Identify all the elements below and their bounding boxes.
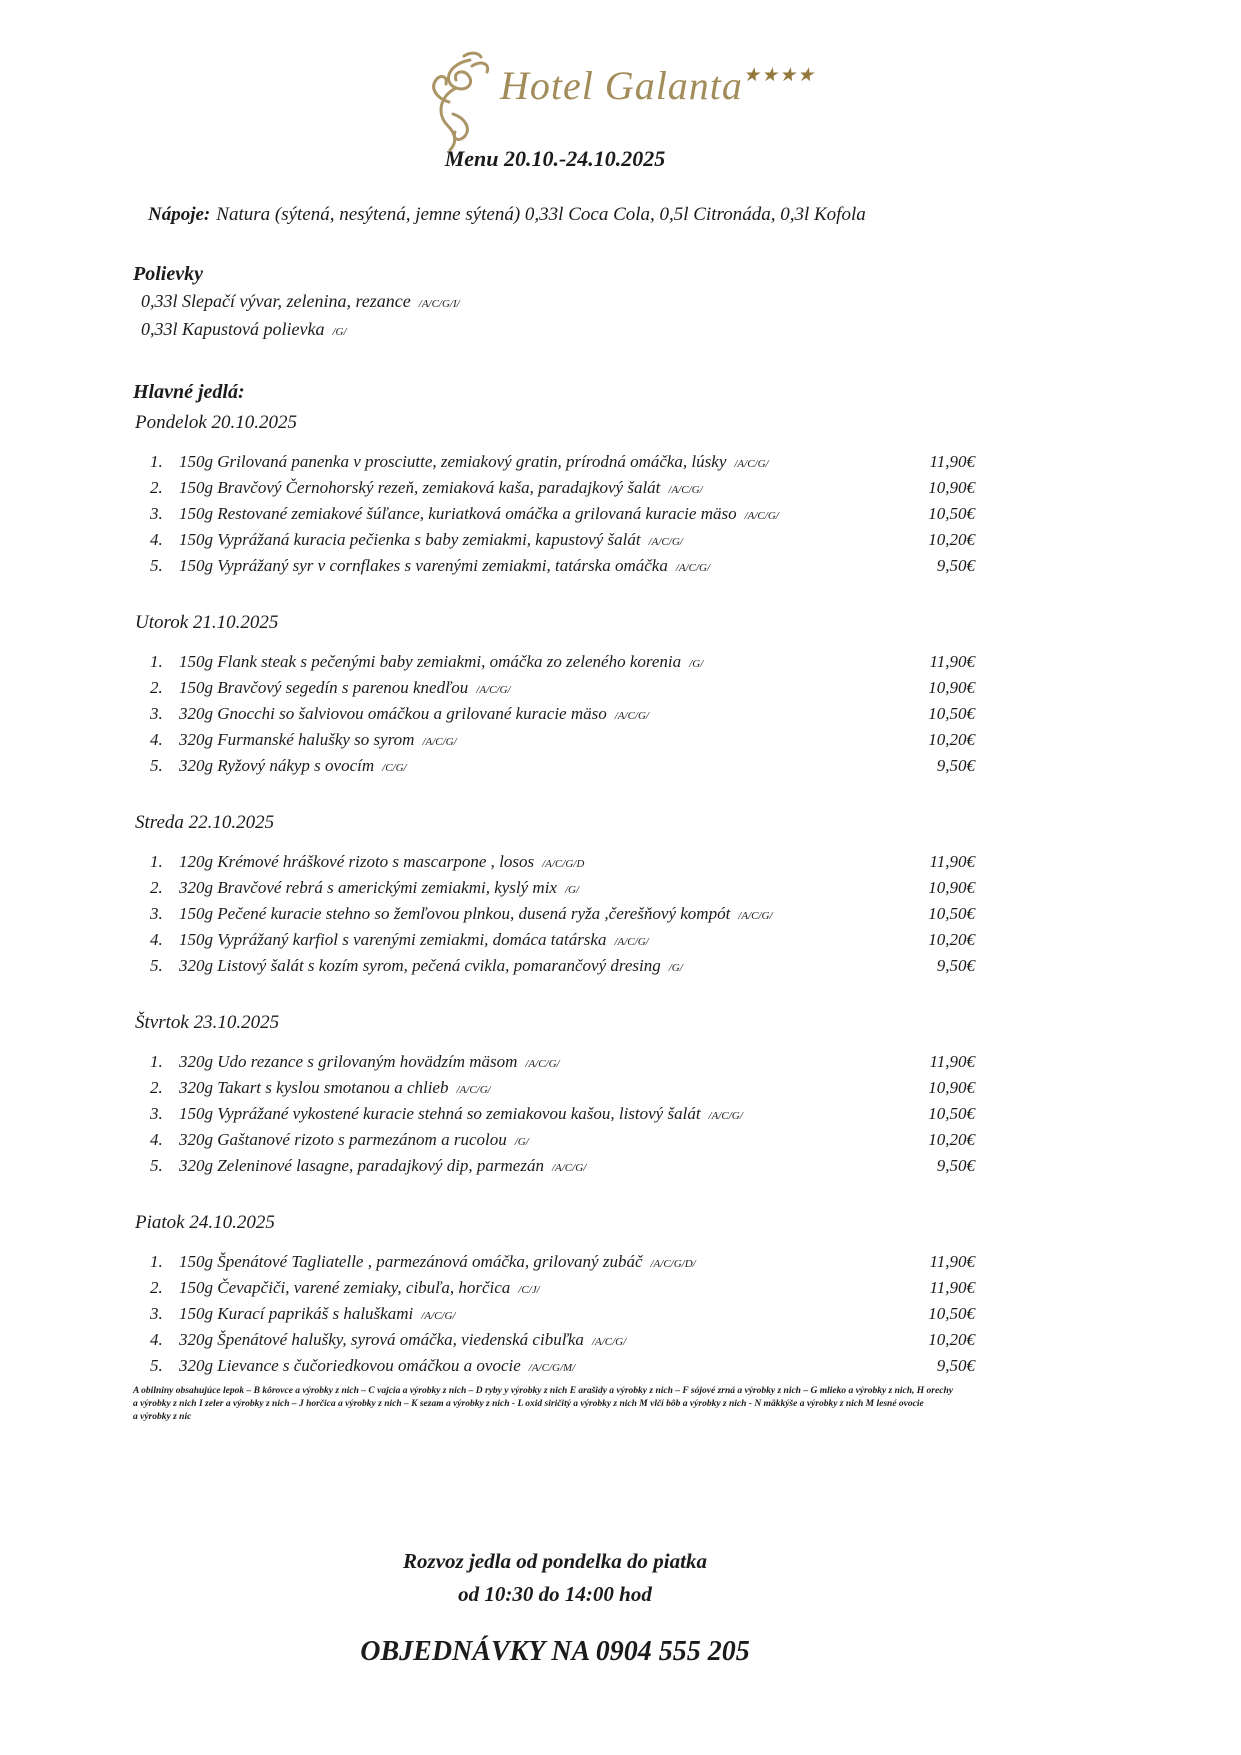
item-price: 9,50€ xyxy=(936,556,975,575)
item-text: 150g Čevapčiči, varené zemiaky, cibuľa, horčica xyxy=(179,1278,511,1297)
item-price: 11,90€ xyxy=(929,1052,975,1071)
item-text: 320g Takart s kyslou smotanou a chlieb xyxy=(179,1078,449,1097)
item-number: 2. xyxy=(150,478,163,497)
item-price: 9,50€ xyxy=(936,756,975,775)
item-number: 1. xyxy=(150,1252,163,1271)
hotel-name: Hotel Galanta xyxy=(499,63,743,108)
menu-item xyxy=(135,652,975,678)
item-number: 4. xyxy=(150,1330,163,1349)
day-items xyxy=(135,1052,975,1182)
item-allergens: /A/C/G/M/ xyxy=(528,1362,576,1374)
menu-item xyxy=(135,1356,975,1382)
menu-item xyxy=(135,878,975,904)
menu-item xyxy=(135,1104,975,1130)
item-text: 320g Listový šalát s kozím syrom, pečená cvikla, pomarančový dresing xyxy=(179,956,661,975)
soup-item-text: 0,33l Kapustová polievka xyxy=(141,319,325,339)
item-allergens: /G/ xyxy=(668,962,683,974)
menu-item xyxy=(135,556,975,582)
item-price: 9,50€ xyxy=(936,1156,975,1175)
soup-item-allergens: /G/ xyxy=(332,326,347,338)
menu-item xyxy=(135,452,975,478)
day-section xyxy=(135,810,975,982)
item-text: 150g Grilovaná panenka v prosciutte, zemiakový gratin, prírodná omáčka, lúsky xyxy=(179,452,727,471)
soup-list xyxy=(141,291,460,347)
item-allergens: /G/ xyxy=(689,658,704,670)
item-price: 11,90€ xyxy=(929,1278,975,1297)
allergen-note-line: A obilniny obsahujúce lepok – B kôrovce a výrobky z nich – C vajcia a výrobky z nich – D ryby y výrobky z nich E arašidy a výrobky z nich – F sójové zrná a výrobky z nich – G mlieko a výrobky z nich, H orechy xyxy=(133,1386,953,1396)
item-price: 10,20€ xyxy=(928,730,975,749)
menu-item xyxy=(135,930,975,956)
menu-item xyxy=(135,904,975,930)
item-number: 5. xyxy=(150,756,163,775)
item-price: 11,90€ xyxy=(929,852,975,871)
item-allergens: /A/C/G/ xyxy=(738,910,773,922)
item-text: 150g Vyprážaná kuracia pečienka s baby zemiakmi, kapustový šalát xyxy=(179,530,641,549)
item-text: 150g Flank steak s pečenými baby zemiakmi, omáčka zo zeleného korenia xyxy=(179,652,682,671)
menu-item xyxy=(135,530,975,556)
menu-item xyxy=(135,1052,975,1078)
item-allergens: /A/C/G/ xyxy=(734,458,769,470)
item-allergens: /A/C/G/D/ xyxy=(650,1258,696,1270)
day-heading: Štvrtok 23.10.2025 xyxy=(135,1012,280,1033)
soup-item-allergens: /A/C/G/I/ xyxy=(418,298,460,310)
item-price: 10,50€ xyxy=(928,1304,975,1323)
item-text: 320g Špenátové halušky, syrová omáčka, viedenská cibuľka xyxy=(179,1330,584,1349)
item-number: 4. xyxy=(150,930,163,949)
item-price: 11,90€ xyxy=(929,1252,975,1271)
item-allergens: /A/C/G/ xyxy=(525,1058,560,1070)
item-price: 10,20€ xyxy=(928,930,975,949)
item-text: 320g Furmanské halušky so syrom xyxy=(179,730,415,749)
menu-item xyxy=(135,852,975,878)
menu-item xyxy=(135,1156,975,1182)
item-number: 1. xyxy=(150,852,163,871)
orders-phone: OBJEDNÁVKY NA 0904 555 205 xyxy=(360,1636,750,1667)
day-items xyxy=(135,852,975,982)
menu-item xyxy=(135,1278,975,1304)
item-number: 5. xyxy=(150,556,163,575)
item-price: 10,90€ xyxy=(928,878,975,897)
soup-item xyxy=(141,319,460,347)
hotel-stars: ★★★★ xyxy=(742,65,816,86)
item-price: 10,50€ xyxy=(928,904,975,923)
day-section xyxy=(135,1010,975,1182)
item-allergens: /A/C/G/ xyxy=(591,1336,627,1348)
item-number: 2. xyxy=(150,1278,163,1297)
item-number: 3. xyxy=(150,504,163,523)
item-price: 10,50€ xyxy=(928,504,975,523)
item-price: 10,90€ xyxy=(928,1078,975,1097)
item-price: 11,90€ xyxy=(929,452,975,471)
item-text: 150g Špenátové Tagliatelle , parmezánová omáčka, grilovaný zubáč xyxy=(179,1252,643,1271)
item-text: 320g Gnocchi so šalviovou omáčkou a grilované kuracie mäso xyxy=(179,704,607,723)
item-price: 10,20€ xyxy=(928,1330,975,1349)
item-allergens: /A/C/G/ xyxy=(648,536,683,548)
item-number: 2. xyxy=(150,1078,163,1097)
day-section xyxy=(135,1210,975,1382)
item-price: 9,50€ xyxy=(936,1356,975,1375)
delivery-info xyxy=(0,1545,1110,1611)
item-number: 1. xyxy=(150,1052,163,1071)
item-text: 150g Bravčový Černohorský rezeň, zemiaková kaša, paradajkový šalát xyxy=(179,478,661,497)
menu-item xyxy=(135,730,975,756)
drinks-text: Natura (sýtená, nesýtená, jemne sýtená) 0,33l Coca Cola, 0,5l Citronáda, 0,3l Kofola xyxy=(216,204,866,225)
delivery-hours: od 10:30 do 14:00 hod xyxy=(458,1582,652,1606)
item-price: 9,50€ xyxy=(936,956,975,975)
item-text: 150g Pečené kuracie stehno so žemľovou plnkou, dusená ryža ,čerešňový kompót xyxy=(179,904,731,923)
item-text: 320g Gaštanové rizoto s parmezánom a rucolou xyxy=(179,1130,507,1149)
item-allergens: /G/ xyxy=(564,884,580,896)
item-allergens: /A/C/G/ xyxy=(422,736,457,748)
item-number: 5. xyxy=(150,956,163,975)
delivery-days: Rozvoz jedla od pondelka do piatka xyxy=(403,1549,707,1573)
item-allergens: /A/C/G/D xyxy=(542,858,585,870)
item-text: 320g Lievance s čučoriedkovou omáčkou a ovocie xyxy=(179,1356,521,1375)
menu-item xyxy=(135,704,975,730)
item-number: 3. xyxy=(150,1104,163,1123)
item-price: 10,20€ xyxy=(928,1130,975,1149)
item-allergens: /G/ xyxy=(514,1136,529,1148)
item-price: 10,50€ xyxy=(928,704,975,723)
day-heading: Pondelok 20.10.2025 xyxy=(135,412,298,433)
mains-heading: Hlavné jedlá: xyxy=(133,380,245,403)
menu-item xyxy=(135,1130,975,1156)
item-allergens: /A/C/G/ xyxy=(551,1162,587,1174)
item-allergens: /C/J/ xyxy=(518,1284,540,1296)
item-allergens: /A/C/G/ xyxy=(614,710,649,722)
item-allergens: /A/C/G/ xyxy=(675,562,711,574)
item-price: 11,90€ xyxy=(929,652,975,671)
flourish-ornament-icon xyxy=(426,50,496,157)
item-number: 2. xyxy=(150,678,163,697)
day-items xyxy=(135,452,975,582)
day-items xyxy=(135,652,975,782)
day-items xyxy=(135,1252,975,1382)
item-text: 150g Vyprážaný syr v cornflakes s varenými zemiakmi, tatárska omáčka xyxy=(179,556,668,575)
day-section xyxy=(135,410,975,582)
item-number: 3. xyxy=(150,704,163,723)
item-allergens: /A/C/G/ xyxy=(708,1110,743,1122)
menu-item xyxy=(135,756,975,782)
day-heading: Streda 22.10.2025 xyxy=(135,812,275,833)
allergen-note xyxy=(133,1385,1143,1424)
item-number: 1. xyxy=(150,652,163,671)
menu-title: Menu 20.10.-24.10.2025 xyxy=(444,146,666,171)
item-allergens: /A/C/G/ xyxy=(421,1310,456,1322)
item-allergens: /A/C/G/ xyxy=(614,936,649,948)
item-price: 10,90€ xyxy=(928,678,975,697)
item-number: 5. xyxy=(150,1356,163,1375)
item-price: 10,90€ xyxy=(928,478,975,497)
item-price: 10,20€ xyxy=(928,530,975,549)
soup-item-text: 0,33l Slepačí vývar, zelenina, rezance xyxy=(141,291,411,311)
item-number: 1. xyxy=(150,452,163,471)
item-allergens: /A/C/G/ xyxy=(476,684,511,696)
item-allergens: /A/C/G/ xyxy=(456,1084,491,1096)
item-price: 10,50€ xyxy=(928,1104,975,1123)
item-text: 150g Vyprážaný karfiol s varenými zemiakmi, domáca tatárska xyxy=(179,930,607,949)
item-text: 320g Udo rezance s grilovaným hovädzím mäsom xyxy=(179,1052,518,1071)
soup-item xyxy=(141,291,460,319)
allergen-note-line: a výrobky z nich I zeler a výrobky z nich – J horčica a výrobky z nich – K sezam a výrobky z nich - L oxid siričitý a výrobky z nich M vlčí bôb a výrobky z nich - N mäkkýše a výrobky z nich M lesné ovocie xyxy=(133,1399,924,1409)
menu-item xyxy=(135,504,975,530)
item-text: 320g Zeleninové lasagne, paradajkový dip, parmezán xyxy=(179,1156,544,1175)
menu-item xyxy=(135,1330,975,1356)
drinks-line xyxy=(148,204,866,226)
item-text: 150g Vyprážané vykostené kuracie stehná so zemiakovou kašou, listový šalát xyxy=(179,1104,701,1123)
menu-item xyxy=(135,1252,975,1278)
item-number: 4. xyxy=(150,530,163,549)
item-number: 3. xyxy=(150,904,163,923)
soups-heading: Polievky xyxy=(133,262,203,285)
item-number: 2. xyxy=(150,878,163,897)
day-heading: Utorok 21.10.2025 xyxy=(135,612,279,633)
day-heading: Piatok 24.10.2025 xyxy=(135,1212,275,1233)
item-text: 320g Ryžový nákyp s ovocím xyxy=(179,756,375,775)
item-allergens: /A/C/G/ xyxy=(668,484,703,496)
item-number: 3. xyxy=(150,1304,163,1323)
menu-item xyxy=(135,956,975,982)
drinks-label: Nápoje: xyxy=(148,204,211,225)
day-section xyxy=(135,610,975,782)
item-number: 5. xyxy=(150,1156,163,1175)
item-text: 320g Bravčové rebrá s americkými zemiakmi, kyslý mix xyxy=(179,878,557,897)
allergen-note-line: a výrobky z nic xyxy=(133,1412,192,1422)
item-text: 150g Restované zemiakové šúľance, kuriatková omáčka a grilovaná kuracie mäso xyxy=(179,504,737,523)
item-text: 150g Kurací paprikáš s haluškami xyxy=(179,1304,414,1323)
item-allergens: /A/C/G/ xyxy=(744,510,779,522)
item-number: 4. xyxy=(150,730,163,749)
menu-item xyxy=(135,478,975,504)
menu-item xyxy=(135,1304,975,1330)
item-text: 120g Krémové hráškové rizoto s mascarpone , losos xyxy=(179,852,535,871)
hotel-logo xyxy=(0,50,1241,157)
item-allergens: /C/G/ xyxy=(382,762,407,774)
menu-item xyxy=(135,678,975,704)
item-number: 4. xyxy=(150,1130,163,1149)
days-list xyxy=(135,410,975,1410)
item-text: 150g Bravčový segedín s parenou knedľou xyxy=(179,678,469,697)
menu-item xyxy=(135,1078,975,1104)
